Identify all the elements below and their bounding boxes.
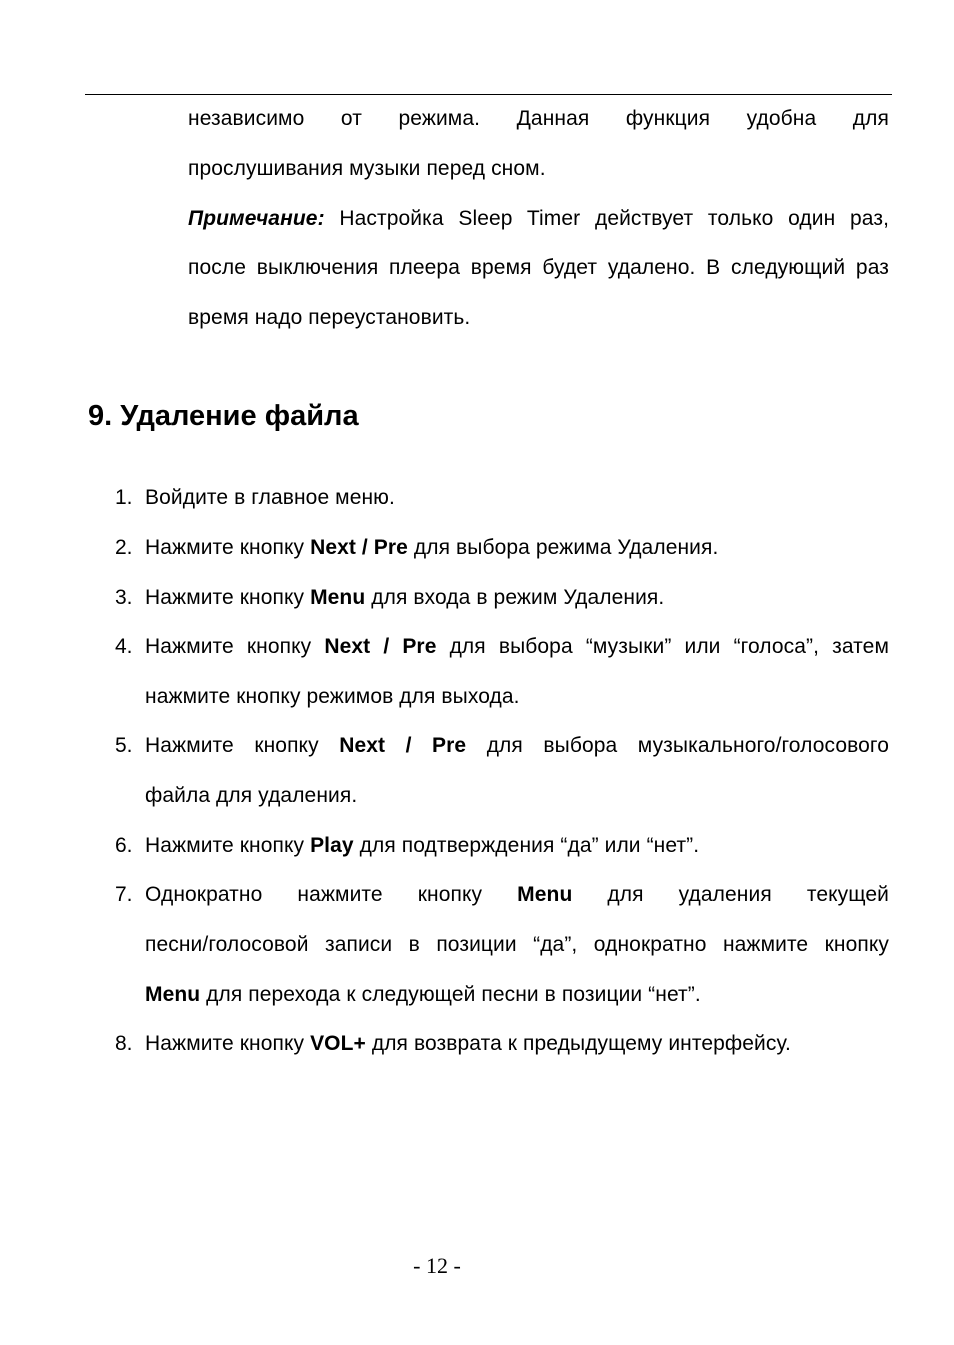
step-2-text: Нажмите кнопку Next / Pre для выбора режима Удаления. — [145, 536, 719, 559]
step-number-3: 3. — [115, 586, 133, 609]
note-label: Примечание: — [188, 207, 325, 230]
section-title: 9. Удаление файла — [88, 400, 359, 432]
button-name-next-pre: Next / Pre — [324, 635, 437, 658]
step-number-4: 4. — [115, 635, 133, 658]
intro-line-1: независимо от режима. Данная функция удобна для — [188, 107, 889, 130]
step-number-1: 1. — [115, 486, 133, 509]
step-4-text-line-2: нажмите кнопку режимов для выхода. — [145, 685, 520, 708]
note-line-2: после выключения плеера время будет удалено. В следующий раз — [188, 256, 889, 279]
step-7-text-line-2: песни/голосовой записи в позиции “да”, однократно нажмите кнопку — [145, 933, 889, 956]
intro-line-2: прослушивания музыки перед сном. — [188, 157, 546, 180]
step-4-text: Нажмите кнопку Next / Pre для выбора “музыки” или “голоса”, затем — [145, 635, 889, 658]
step-5-text: Нажмите кнопку Next / Pre для выбора музыкального/голосового — [145, 734, 889, 757]
button-name-menu: Menu — [310, 586, 366, 609]
note-line-3: время надо переустановить. — [188, 306, 471, 329]
page-number: - 12 - — [413, 1253, 461, 1278]
step-number-7: 7. — [115, 883, 133, 906]
button-name-vol-plus: VOL+ — [310, 1032, 366, 1055]
step-number-5: 5. — [115, 734, 133, 757]
header-rule — [85, 94, 892, 95]
step-number-8: 8. — [115, 1032, 133, 1055]
step-5-text-line-2: файла для удаления. — [145, 784, 358, 807]
step-number-2: 2. — [115, 536, 133, 559]
button-name-play: Play — [310, 834, 354, 857]
step-1-text: Войдите в главное меню. — [145, 486, 395, 509]
button-name-next-pre: Next / Pre — [339, 734, 467, 757]
step-6-text: Нажмите кнопку Play для подтверждения “да” или “нет”. — [145, 834, 700, 857]
button-name-next-pre: Next / Pre — [310, 536, 408, 559]
button-name-menu: Menu — [517, 883, 573, 906]
step-number-6: 6. — [115, 834, 133, 857]
step-7-text-line-3: Menu для перехода к следующей песни в позиции “нет”. — [145, 983, 701, 1006]
button-name-menu: Menu — [145, 983, 201, 1006]
step-3-text: Нажмите кнопку Menu для входа в режим Удаления. — [145, 586, 665, 609]
note-line-1: Примечание: Настройка Sleep Timer действует только один раз, — [188, 207, 889, 230]
step-7-text: Однократно нажмите кнопку Menu для удаления текущей — [145, 883, 889, 906]
step-8-text: Нажмите кнопку VOL+ для возврата к предыдущему интерфейсу. — [145, 1032, 791, 1055]
